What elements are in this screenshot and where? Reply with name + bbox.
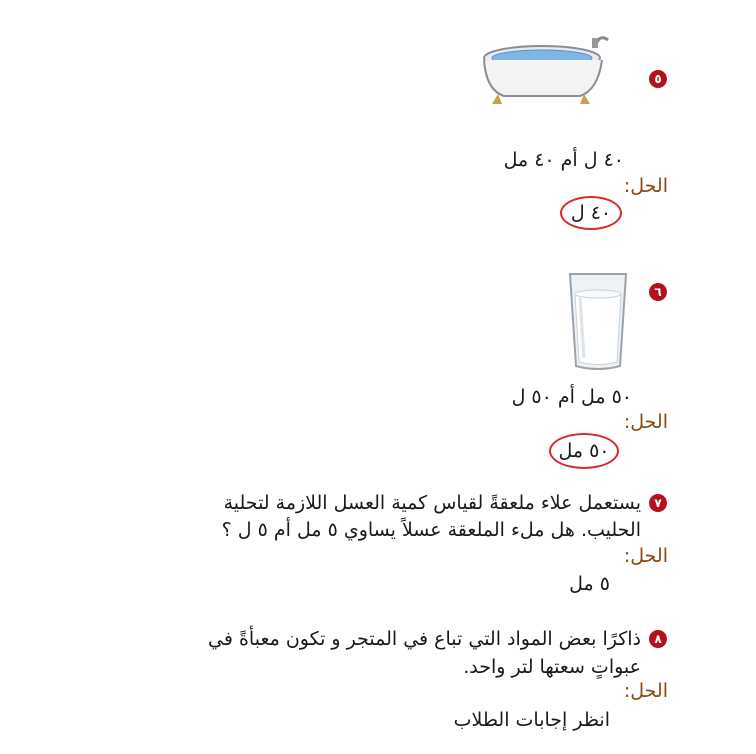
solution-label-8: الحل: [623,680,668,702]
question-number-8: ٨ [649,630,667,648]
answer-6-circled: ٥٠ مل [549,433,619,469]
solution-label-5: الحل: [623,175,668,197]
answer-8: انظر إجابات الطلاب [453,709,610,731]
answer-5-circled: ٤٠ ل [560,196,622,230]
answer-7: ٥ مل [569,573,610,595]
question-8-line-2: عبواتٍ سعتها لتر واحد. [463,656,641,678]
question-number-7: ٧ [649,494,667,512]
question-number-6: ٦ [649,283,667,301]
solution-label-6: الحل: [623,411,668,433]
question-7-line-2: الحليب. هل ملء الملعقة عسلاً يساوي ٥ مل أم ٥ ل ؟ [221,519,641,541]
question-7-line-1: يستعمل علاء ملعقةً لقياس كمية العسل اللازمة لتحلية [223,492,641,514]
glass-of-milk-icon [566,268,630,372]
solution-label-7: الحل: [623,545,668,567]
question-5-text: ٤٠ ل أم ٤٠ مل [503,149,624,171]
bathtub-icon [478,30,618,110]
question-6-text: ٥٠ مل أم ٥٠ ل [511,386,632,408]
question-number-5: ٥ [649,70,667,88]
question-8-line-1: ذاكرًا بعض المواد التي تباع في المتجر و تكون معبأةً في [208,628,641,650]
